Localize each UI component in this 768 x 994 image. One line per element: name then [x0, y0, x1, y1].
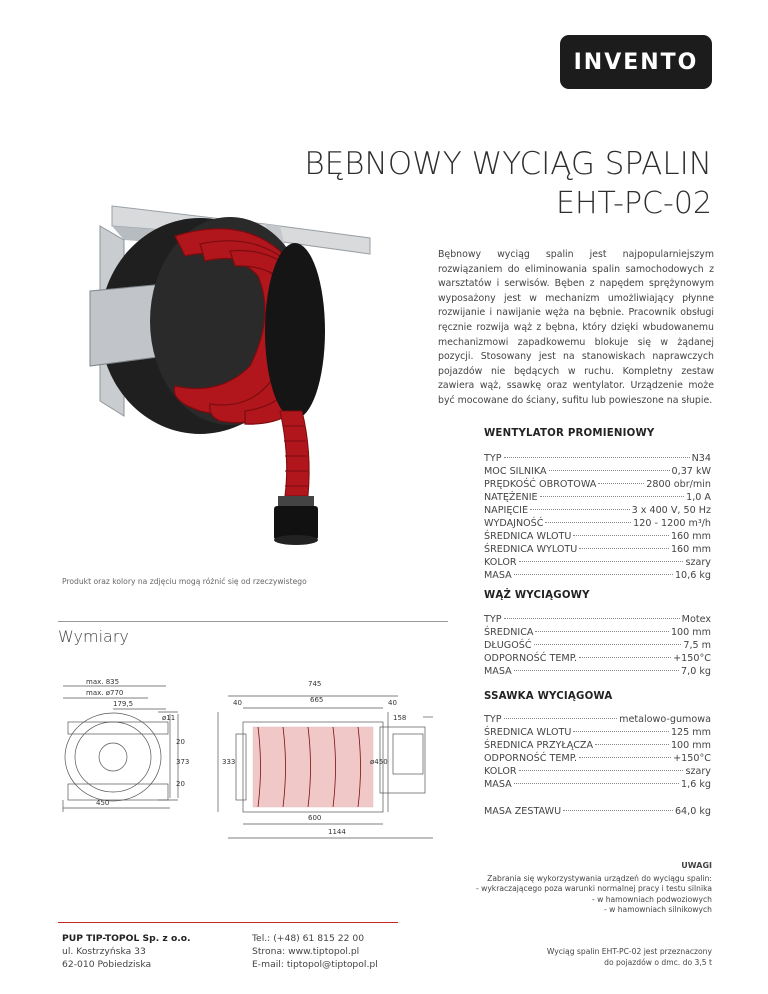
- dim-d11: ø11: [162, 714, 176, 722]
- spec-label: ŚREDNICA WLOTU: [484, 727, 572, 738]
- purpose-line: do pojazdów o dmc. do 3,5 t: [604, 957, 712, 967]
- contact-email[interactable]: E-mail: tiptopol@tiptopol.pl: [252, 959, 378, 970]
- spec-label: DŁUGOŚĆ: [484, 640, 532, 651]
- technical-drawing: [58, 672, 453, 847]
- spec-label: KOLOR: [484, 557, 517, 568]
- purpose-line: Wyciąg spalin EHT-PC-02 jest przeznaczony: [546, 947, 712, 956]
- spec-label: MASA: [484, 570, 512, 581]
- spec-label: PRĘDKOŚĆ OBROTOWA: [484, 479, 597, 490]
- spec-row: [484, 491, 711, 504]
- spec-row: [484, 556, 711, 569]
- dim-450-front: ø450: [370, 758, 388, 766]
- product-description: Bębnowy wyciąg spalin jest najpopularniejszym rozwiązaniem do eliminowania spalin samochodowych z warsztatów i serwisów. Bęben z napędem sprężynowym wyposażony jest w mechanizm umożliwiający płynne rozwijanie i nawijanie węża na bębnie. Pracownik obsługi ręcznie rozwija wąż z bębna, który dzięki wbudowanemu mechanizmowi zapadkowemu blokuje się w żądanej pozycji. Stosowany jest na stanowiskach naprawczych pojazdów nie będących w ruchu. Kompletny zestaw zawiera wąż, ssawkę oraz wentylator. Urządzenie może być mocowane do ściany, sufitu lub powieszone na słupie.: [438, 249, 714, 406]
- company-contact: [252, 932, 378, 971]
- spec-row: [484, 569, 711, 582]
- spec-value: 7,0 kg: [681, 666, 711, 677]
- spec-row: [484, 739, 711, 752]
- dim-450-side: 450: [96, 799, 110, 807]
- spec-label: ODPORNOŚĆ TEMP.: [484, 653, 578, 664]
- spec-label: ODPORNOŚĆ TEMP.: [484, 753, 578, 764]
- dim-max835: max. 835: [86, 678, 120, 686]
- spec-row: [484, 517, 711, 530]
- spec-value: +150°C: [673, 753, 711, 764]
- spec-value: szary: [685, 557, 711, 568]
- purpose-note: [472, 947, 712, 968]
- spec-row: [484, 765, 711, 778]
- spec-label: NATĘŻENIE: [484, 492, 538, 503]
- dimensions-heading: Wymiary: [58, 627, 129, 646]
- spec-value: 3 x 400 V, 50 Hz: [631, 505, 711, 516]
- spec-row: [484, 778, 711, 791]
- spec-row: [484, 530, 711, 543]
- company-name: PUP TIP-TOPOL Sp. z o.o.: [62, 933, 191, 944]
- spec-row: [484, 665, 711, 678]
- spec-label: ŚREDNICA: [484, 627, 534, 638]
- hose-spec-list: [484, 613, 711, 678]
- spec-row: [484, 652, 711, 665]
- spec-value: 2800 obr/min: [646, 479, 711, 490]
- spec-row: [484, 805, 711, 818]
- contact-phone: Tel.: (+48) 61 815 22 00: [252, 933, 365, 944]
- spec-row: [484, 452, 711, 465]
- spec-row: [484, 726, 711, 739]
- spec-value: 120 - 1200 m³/h: [633, 518, 711, 529]
- spec-value: 100 mm: [670, 740, 711, 751]
- spec-value: 160 mm: [670, 531, 711, 542]
- spec-value: metalowo-gumowa: [619, 714, 711, 725]
- product-photo: [80, 196, 430, 556]
- dim-373: 373: [176, 758, 190, 766]
- spec-value: 7,5 m: [683, 640, 711, 651]
- spec-row: [484, 639, 711, 652]
- nozzle-section: [484, 691, 711, 818]
- footer-divider: [58, 922, 398, 923]
- hose-heading: WĄŻ WYCIĄGOWY: [484, 590, 590, 601]
- company-street: ul. Kostrzyńska 33: [62, 946, 146, 957]
- nozzle-heading: SSAWKA WYCIĄGOWA: [484, 691, 613, 702]
- spec-label: NAPIĘCIE: [484, 505, 529, 516]
- spec-value: 1,0 A: [686, 492, 711, 503]
- page-title: BĘBNOWY WYCIĄG SPALIN: [304, 146, 712, 182]
- spec-row: [484, 465, 711, 478]
- spec-value: 100 mm: [670, 627, 711, 638]
- warning-block: [472, 861, 712, 916]
- spec-row: [484, 543, 711, 556]
- dim-20b: 20: [176, 780, 185, 788]
- spec-label: ŚREDNICA WLOTU: [484, 531, 572, 542]
- spec-label: ŚREDNICA PRZYŁĄCZA: [484, 740, 594, 751]
- spec-label: MASA: [484, 779, 512, 790]
- warning-line: - wykraczającego poza warunki normalnej pracy i testu silnika: [475, 884, 712, 893]
- contact-website[interactable]: Strona: www.tiptopol.pl: [252, 946, 360, 957]
- dim-158: 158: [393, 714, 407, 722]
- spec-label: MASA: [484, 666, 512, 677]
- spec-label: TYP: [484, 614, 502, 625]
- spec-row: [484, 713, 711, 726]
- dim-333: 333: [222, 758, 236, 766]
- dim-40a: 40: [233, 699, 242, 707]
- nozzle-spec-list: [484, 713, 711, 791]
- logo-text: INVENTO: [573, 49, 699, 75]
- spec-value: 1,6 kg: [681, 779, 711, 790]
- dim-1795: 179,5: [113, 700, 134, 708]
- warning-heading: UWAGI: [681, 861, 712, 870]
- fan-spec-list: [484, 452, 711, 582]
- spec-value: 10,6 kg: [674, 570, 711, 581]
- spec-value: 64,0 kg: [674, 806, 711, 817]
- photo-disclaimer: Produkt oraz kolory na zdjęciu mogą różnić się od rzeczywistego: [62, 577, 307, 586]
- spec-value: N34: [691, 453, 711, 464]
- warning-line: Zabrania się wykorzystywania urządzeń do wyciągu spalin:: [487, 873, 712, 883]
- spec-value: +150°C: [673, 653, 711, 664]
- spec-label: MASA ZESTAWU: [484, 806, 562, 817]
- dimensions-divider: [58, 621, 448, 622]
- spec-value: 160 mm: [670, 544, 711, 555]
- spec-value: 125 mm: [670, 727, 711, 738]
- fan-section: [484, 428, 711, 582]
- spec-row: [484, 626, 711, 639]
- spec-row: [484, 478, 711, 491]
- company-city: 62-010 Pobiedziska: [62, 959, 152, 970]
- dim-40b: 40: [388, 699, 397, 707]
- dim-745: 745: [308, 680, 322, 688]
- dim-665: 665: [310, 696, 324, 704]
- company-address: [62, 932, 191, 971]
- warning-line: - w hamowniach silnikowych: [603, 905, 712, 914]
- fan-heading: WENTYLATOR PROMIENIOWY: [484, 428, 655, 439]
- spec-row: [484, 504, 711, 517]
- spec-label: KOLOR: [484, 766, 517, 777]
- dim-20a: 20: [176, 738, 185, 746]
- model-code: EHT-PC-02: [556, 186, 712, 221]
- dim-600: 600: [308, 814, 322, 822]
- spec-label: TYP: [484, 714, 502, 725]
- spec-label: TYP: [484, 453, 502, 464]
- dim-1144: 1144: [328, 828, 346, 836]
- warning-line: - w hamowniach podwoziowych: [591, 894, 712, 904]
- spec-value: 0,37 kW: [671, 466, 711, 477]
- spec-value: szary: [685, 766, 711, 777]
- total-mass: [484, 805, 711, 818]
- spec-row: [484, 752, 711, 765]
- dim-max770: max. ø770: [86, 689, 124, 697]
- brand-logo: [560, 35, 712, 89]
- spec-label: WYDAJNOŚĆ: [484, 518, 544, 529]
- spec-label: ŚREDNICA WYLOTU: [484, 544, 578, 555]
- spec-row: [484, 613, 711, 626]
- spec-value: Motex: [681, 614, 711, 625]
- spec-label: MOC SILNIKA: [484, 466, 547, 477]
- hose-section: [484, 590, 711, 678]
